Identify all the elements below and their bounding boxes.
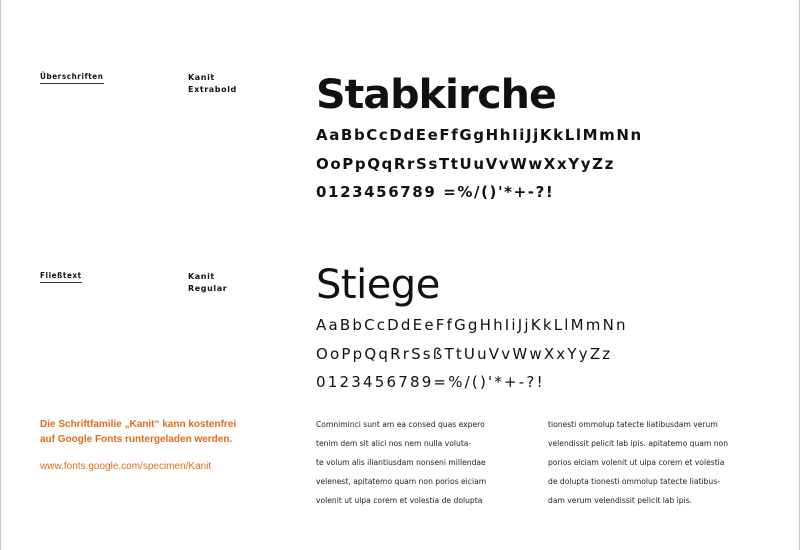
section-label-headings: Überschriften <box>40 72 104 84</box>
glyph-line-uppercase-lowercase-a-n: AaBbCcDdEeFfGgHhIiJjKkLlMmNn <box>316 316 628 334</box>
font-info-headings <box>188 72 237 96</box>
section-label-body: Fließtext <box>40 271 82 283</box>
sample-word-body: Stiege <box>316 262 440 308</box>
body-text-line: porios eiciam volenit ut ulpa corem et volestia <box>548 458 725 467</box>
body-text-line: de dolupta tionesti ommolup tatecte liatibus- <box>548 477 720 486</box>
body-text-line: dam verum velendissit pelicit lab ipis. <box>548 496 693 505</box>
glyph-line-numerals-symbols: 0123456789 =%/()'*+-?! <box>316 183 555 201</box>
note-line: Die Schriftfamilie „Kanit“ kann kostenfrei <box>40 419 237 430</box>
body-text-line: volenit ut ulpa corem et volestia de dolupta <box>316 496 483 505</box>
body-text-column-2 <box>548 415 728 510</box>
body-text-line: tionesti ommolup tatecte liatibusdam verum <box>548 420 718 429</box>
google-fonts-link[interactable]: www.fonts.google.com/specimen/Kanit <box>40 461 212 472</box>
font-info-body <box>188 271 227 295</box>
body-text-column-1 <box>316 415 486 510</box>
body-text-line: velenest, apitatemo quam non porios eiciam <box>316 477 487 486</box>
glyph-line-uppercase-lowercase-o-z: OoPpQqRrSsßTtUuVvWwXxYyZz <box>316 345 613 363</box>
font-weight: Regular <box>188 284 228 293</box>
body-text-line: tenim dem sit alici nos nem nulla voluta- <box>316 439 472 448</box>
page-border-left <box>0 0 1 550</box>
note-line: auf Google Fonts runtergeladen werden. <box>40 434 233 445</box>
font-name: Kanit <box>188 73 215 82</box>
font-name: Kanit <box>188 272 215 281</box>
glyph-line-uppercase-lowercase-a-n: AaBbCcDdEeFfGgHhIiJjKkLlMmNn <box>316 126 643 144</box>
body-text-line: te volum alis iliantiusdam nonseni millendae <box>316 458 486 467</box>
sample-word-headings: Stabkirche <box>316 72 556 118</box>
body-text-line: Comniminci sunt am ea consed quas expero <box>316 420 485 429</box>
download-note <box>40 417 280 447</box>
body-text-line: velendissit pelicit lab ipis. apitatemo quam non <box>548 439 729 448</box>
font-weight: Extrabold <box>188 85 237 94</box>
glyph-line-numerals-symbols: 0123456789=%/()'*+-?! <box>316 373 545 391</box>
glyph-line-uppercase-lowercase-o-z: OoPpQqRrSsTtUuVvWwXxYyZz <box>316 155 615 173</box>
